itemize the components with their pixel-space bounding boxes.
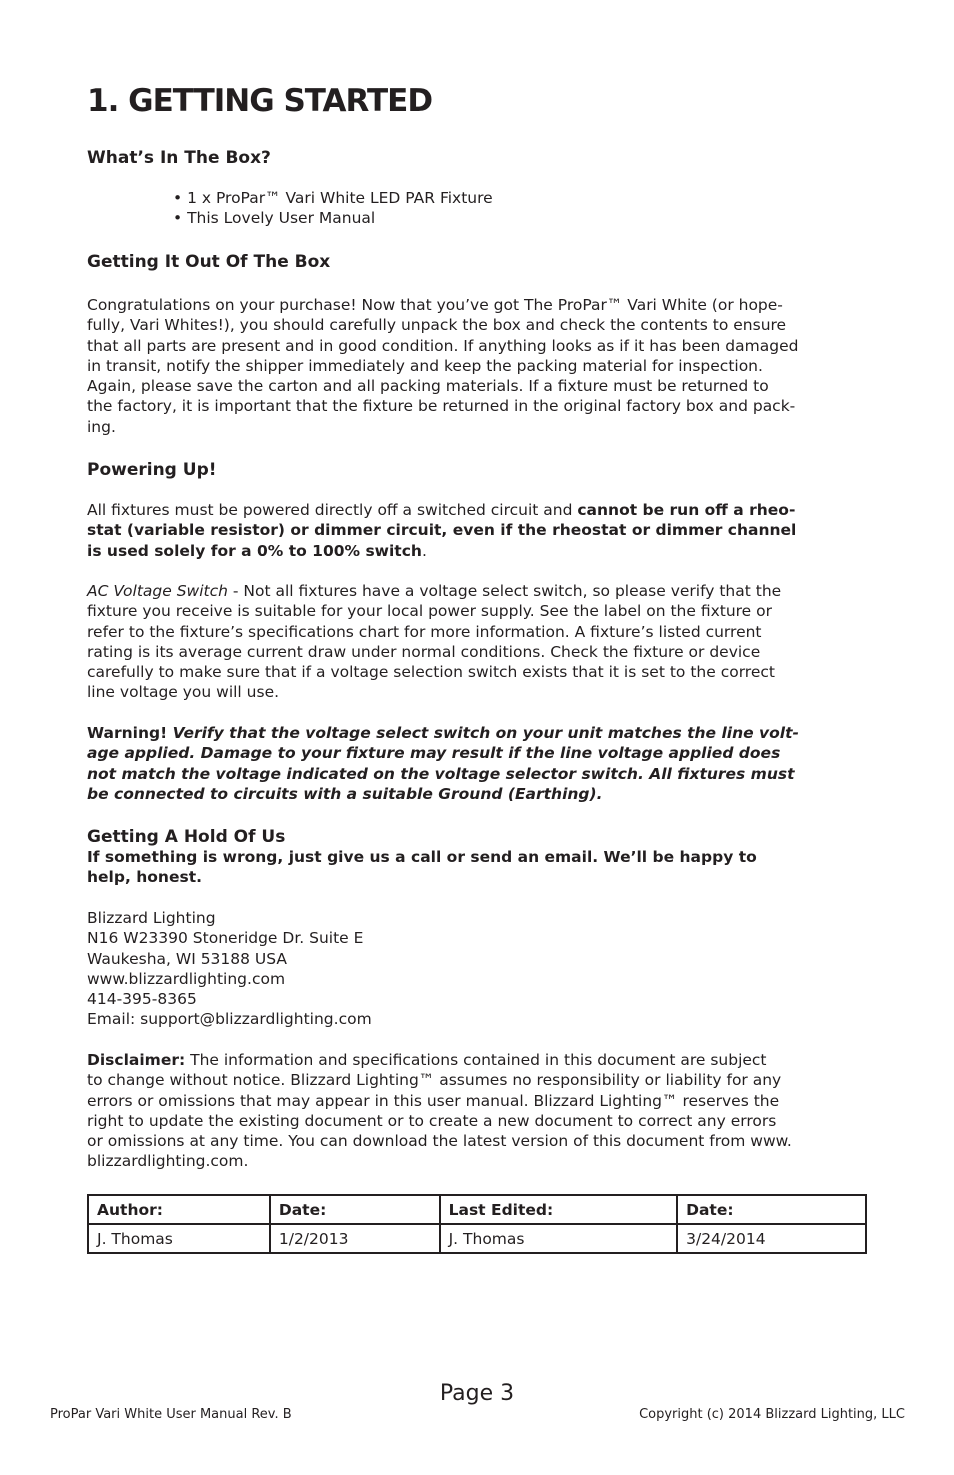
contact-address <box>87 908 372 1030</box>
out-of-box-heading: Getting It Out Of The Box <box>87 252 331 272</box>
warning-text: not match the voltage indicated on the voltage selector switch. All fixtures must <box>87 764 795 783</box>
text-line: to change without notice. Blizzard Lighting™ assumes no responsibility or liability for any <box>87 1071 782 1090</box>
bold-text: cannot be run off a rheo- <box>577 501 796 519</box>
warning-label: Warning! <box>87 724 168 742</box>
disclaimer-paragraph <box>87 1050 869 1172</box>
text-run: . <box>421 541 427 560</box>
warning-paragraph <box>87 723 869 804</box>
table-cell: J. Thomas <box>440 1224 678 1253</box>
text-line: If something is wrong, just give us a call or send an email. We’ll be happy to <box>87 848 757 866</box>
disclaimer-label: Disclaimer: <box>87 1051 186 1069</box>
text-line: or omissions at any time. You can download the latest version of this document from www. <box>87 1132 792 1151</box>
street-address: N16 W23390 Stoneridge Dr. Suite E <box>87 929 364 948</box>
powering-up-paragraph <box>87 500 869 561</box>
website-text: www.blizzardlighting.com <box>87 969 286 988</box>
page-content <box>87 80 869 1248</box>
text-line: The information and specifications contained in this document are subject <box>185 1051 767 1069</box>
table-cell: 3/24/2014 <box>677 1224 866 1253</box>
text-run: All fixtures must be powered directly off a switched circuit and <box>87 501 578 519</box>
warning-text: be connected to circuits with a suitable Ground (Earthing). <box>87 784 603 803</box>
out-of-box-paragraph <box>87 295 869 437</box>
page-title: 1. GETTING STARTED <box>87 83 433 119</box>
page-number: Page 3 <box>439 1381 515 1406</box>
text-line: carefully to make sure that if a voltage selection switch exists that it is set to the correct <box>87 663 775 682</box>
box-contents-list <box>173 188 493 229</box>
whats-in-box-heading: What’s In The Box? <box>87 148 271 168</box>
text-line: that all parts are present and in good condition. If anything looks as if it has been damaged <box>87 336 799 355</box>
text-line: fixture you receive is suitable for your local power supply. See the label on the fixture or <box>87 602 773 621</box>
text-line: ing. <box>87 417 116 436</box>
list-item: • This Lovely User Manual <box>173 209 376 228</box>
text-line: fully, Vari Whites!), you should carefully unpack the box and check the contents to ensure <box>87 316 787 335</box>
table-header-cell: Date: <box>270 1195 440 1224</box>
revision-table <box>87 1194 867 1254</box>
table-header-row <box>88 1195 866 1224</box>
text-line: the factory, it is important that the fixture be returned in the original factory box and pack- <box>87 397 796 416</box>
table-cell: J. Thomas <box>88 1224 270 1253</box>
table-header-cell: Author: <box>88 1195 270 1224</box>
text-line: blizzardlighting.com. <box>87 1152 249 1171</box>
text-line: rating is its average current draw under normal conditions. Check the fixture or device <box>87 642 761 661</box>
phone-number: 414-395-8365 <box>87 990 197 1009</box>
text-line: in transit, notify the shipper immediately and keep the packing material for inspection. <box>87 356 763 375</box>
footer-manual-title: ProPar Vari White User Manual Rev. B <box>50 1407 292 1422</box>
company-name: Blizzard Lighting <box>87 909 216 927</box>
email-text: Email: support@blizzardlighting.com <box>87 1010 372 1029</box>
ac-voltage-label: AC Voltage Switch <box>87 582 228 600</box>
text-line: Again, please save the carton and all packing materials. If a fixture must be returned to <box>87 377 769 396</box>
text-line: errors or omissions that may appear in this user manual. Blizzard Lighting™ reserves the <box>87 1091 780 1110</box>
text-line: - Not all fixtures have a voltage select switch, so please verify that the <box>227 582 782 600</box>
table-header-cell: Last Edited: <box>440 1195 678 1224</box>
text-line: refer to the fixture’s specifications chart for more information. A fixture’s listed current <box>87 622 762 641</box>
table-header-cell: Date: <box>677 1195 866 1224</box>
ac-voltage-paragraph <box>87 581 869 703</box>
warning-text: age applied. Damage to your fixture may result if the line voltage applied does <box>87 744 781 763</box>
text-line: help, honest. <box>87 868 202 887</box>
bold-text: stat (variable resistor) or dimmer circuit, even if the rheostat or dimmer channel <box>87 521 797 540</box>
table-cell: 1/2/2013 <box>270 1224 440 1253</box>
contact-heading: Getting A Hold Of Us <box>87 827 286 847</box>
powering-up-heading: Powering Up! <box>87 460 217 480</box>
text-line: Congratulations on your purchase! Now that you’ve got The ProPar™ Vari White (or hope- <box>87 296 783 314</box>
footer-copyright: Copyright (c) 2014 Blizzard Lighting, LLC <box>639 1407 905 1422</box>
text-line: line voltage you will use. <box>87 683 280 702</box>
warning-text: Verify that the voltage select switch on your unit matches the line volt- <box>167 724 799 742</box>
city-state-zip: Waukesha, WI 53188 USA <box>87 949 288 968</box>
table-row <box>88 1224 866 1253</box>
bold-text: is used solely for a 0% to 100% switch <box>87 541 422 560</box>
list-item: • 1 x ProPar™ Vari White LED PAR Fixture <box>173 189 493 207</box>
text-line: right to update the existing document or to create a new document to correct any errors <box>87 1111 777 1130</box>
contact-intro <box>87 847 869 888</box>
